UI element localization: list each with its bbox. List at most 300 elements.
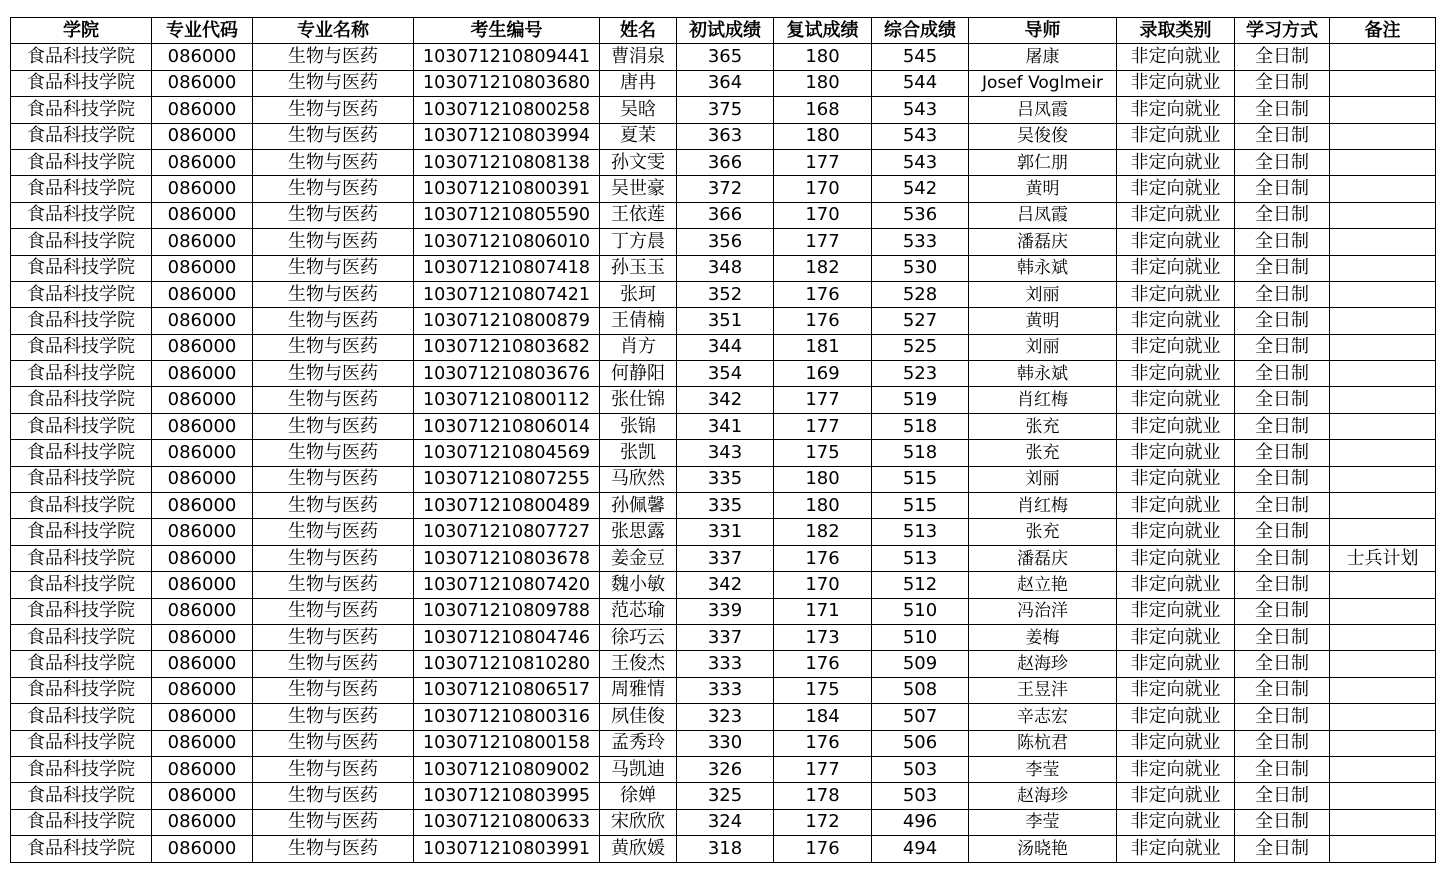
cell-study-mode: 全日制 xyxy=(1235,651,1330,677)
cell-name: 肖方 xyxy=(600,334,677,360)
cell-major-name: 生物与医药 xyxy=(253,624,414,650)
cell-advisor: 潘磊庆 xyxy=(969,545,1117,571)
cell-college: 食品科技学院 xyxy=(11,123,152,149)
table-row xyxy=(11,572,1436,598)
cell-college: 食品科技学院 xyxy=(11,281,152,307)
table-row xyxy=(11,466,1436,492)
cell-admission-type: 非定向就业 xyxy=(1117,809,1235,835)
cell-total-score: 525 xyxy=(872,334,969,360)
cell-name: 姜金豆 xyxy=(600,545,677,571)
cell-major-name: 生物与医药 xyxy=(253,361,414,387)
cell-college: 食品科技学院 xyxy=(11,334,152,360)
cell-candidate-id: 103071210803991 xyxy=(414,836,600,862)
cell-advisor: 屠康 xyxy=(969,44,1117,70)
cell-admission-type: 非定向就业 xyxy=(1117,281,1235,307)
cell-total-score: 523 xyxy=(872,361,969,387)
cell-candidate-id: 103071210800489 xyxy=(414,493,600,519)
cell-college: 食品科技学院 xyxy=(11,624,152,650)
cell-initial-score: 333 xyxy=(677,651,774,677)
cell-admission-type: 非定向就业 xyxy=(1117,308,1235,334)
table-row xyxy=(11,97,1436,123)
cell-major-name: 生物与医药 xyxy=(253,756,414,782)
cell-candidate-id: 103071210800633 xyxy=(414,809,600,835)
cell-candidate-id: 103071210800391 xyxy=(414,176,600,202)
cell-candidate-id: 103071210806014 xyxy=(414,413,600,439)
table-row xyxy=(11,123,1436,149)
cell-advisor: 刘丽 xyxy=(969,466,1117,492)
cell-initial-score: 318 xyxy=(677,836,774,862)
cell-initial-score: 324 xyxy=(677,809,774,835)
table-row xyxy=(11,677,1436,703)
cell-major-code: 086000 xyxy=(152,493,253,519)
table-row xyxy=(11,440,1436,466)
cell-college: 食品科技学院 xyxy=(11,809,152,835)
cell-name: 马欣然 xyxy=(600,466,677,492)
cell-total-score: 530 xyxy=(872,255,969,281)
cell-admission-type: 非定向就业 xyxy=(1117,149,1235,175)
cell-major-name: 生物与医药 xyxy=(253,202,414,228)
cell-college: 食品科技学院 xyxy=(11,308,152,334)
table-row xyxy=(11,44,1436,70)
cell-admission-type: 非定向就业 xyxy=(1117,493,1235,519)
cell-college: 食品科技学院 xyxy=(11,361,152,387)
cell-remarks xyxy=(1330,836,1436,862)
cell-admission-type: 非定向就业 xyxy=(1117,756,1235,782)
cell-study-mode: 全日制 xyxy=(1235,229,1330,255)
cell-total-score: 512 xyxy=(872,572,969,598)
cell-candidate-id: 103071210803682 xyxy=(414,334,600,360)
cell-candidate-id: 103071210810280 xyxy=(414,651,600,677)
cell-total-score: 519 xyxy=(872,387,969,413)
cell-name: 曹涓泉 xyxy=(600,44,677,70)
cell-initial-score: 354 xyxy=(677,361,774,387)
cell-remarks xyxy=(1330,651,1436,677)
cell-name: 孙文雯 xyxy=(600,149,677,175)
cell-study-mode: 全日制 xyxy=(1235,572,1330,598)
cell-admission-type: 非定向就业 xyxy=(1117,783,1235,809)
cell-initial-score: 352 xyxy=(677,281,774,307)
cell-name: 夏茉 xyxy=(600,123,677,149)
cell-major-name: 生物与医药 xyxy=(253,704,414,730)
header-study-mode: 学习方式 xyxy=(1235,18,1330,44)
cell-study-mode: 全日制 xyxy=(1235,44,1330,70)
cell-total-score: 515 xyxy=(872,493,969,519)
cell-remarks xyxy=(1330,308,1436,334)
cell-name: 吴晗 xyxy=(600,97,677,123)
cell-remarks xyxy=(1330,334,1436,360)
cell-major-code: 086000 xyxy=(152,783,253,809)
cell-candidate-id: 103071210806517 xyxy=(414,677,600,703)
cell-advisor: 赵立艳 xyxy=(969,572,1117,598)
cell-college: 食品科技学院 xyxy=(11,756,152,782)
cell-college: 食品科技学院 xyxy=(11,572,152,598)
cell-major-code: 086000 xyxy=(152,466,253,492)
cell-college: 食品科技学院 xyxy=(11,387,152,413)
cell-major-name: 生物与医药 xyxy=(253,387,414,413)
header-row xyxy=(11,18,1436,44)
cell-name: 王依莲 xyxy=(600,202,677,228)
cell-advisor: 赵海珍 xyxy=(969,651,1117,677)
table-row xyxy=(11,624,1436,650)
table-row xyxy=(11,202,1436,228)
cell-remarks xyxy=(1330,624,1436,650)
cell-retest-score: 170 xyxy=(774,202,872,228)
cell-admission-type: 非定向就业 xyxy=(1117,334,1235,360)
cell-major-code: 086000 xyxy=(152,730,253,756)
cell-college: 食品科技学院 xyxy=(11,651,152,677)
cell-retest-score: 177 xyxy=(774,149,872,175)
cell-candidate-id: 103071210808138 xyxy=(414,149,600,175)
cell-college: 食品科技学院 xyxy=(11,704,152,730)
cell-name: 宋欣欣 xyxy=(600,809,677,835)
cell-remarks xyxy=(1330,361,1436,387)
cell-advisor: 张充 xyxy=(969,440,1117,466)
cell-candidate-id: 103071210800258 xyxy=(414,97,600,123)
cell-remarks xyxy=(1330,440,1436,466)
cell-major-name: 生物与医药 xyxy=(253,281,414,307)
cell-candidate-id: 103071210803678 xyxy=(414,545,600,571)
cell-candidate-id: 103071210807421 xyxy=(414,281,600,307)
cell-admission-type: 非定向就业 xyxy=(1117,624,1235,650)
table-row xyxy=(11,308,1436,334)
cell-admission-type: 非定向就业 xyxy=(1117,97,1235,123)
cell-initial-score: 366 xyxy=(677,202,774,228)
cell-major-code: 086000 xyxy=(152,70,253,96)
cell-initial-score: 331 xyxy=(677,519,774,545)
cell-initial-score: 348 xyxy=(677,255,774,281)
cell-remarks xyxy=(1330,387,1436,413)
cell-name: 丁方晨 xyxy=(600,229,677,255)
cell-remarks xyxy=(1330,255,1436,281)
cell-college: 食品科技学院 xyxy=(11,466,152,492)
header-name: 姓名 xyxy=(600,18,677,44)
cell-total-score: 533 xyxy=(872,229,969,255)
cell-major-code: 086000 xyxy=(152,704,253,730)
header-total-score: 综合成绩 xyxy=(872,18,969,44)
table-row xyxy=(11,545,1436,571)
cell-study-mode: 全日制 xyxy=(1235,149,1330,175)
cell-major-code: 086000 xyxy=(152,836,253,862)
cell-major-code: 086000 xyxy=(152,651,253,677)
cell-major-name: 生物与医药 xyxy=(253,413,414,439)
cell-admission-type: 非定向就业 xyxy=(1117,123,1235,149)
cell-candidate-id: 103071210809441 xyxy=(414,44,600,70)
cell-major-code: 086000 xyxy=(152,624,253,650)
cell-major-code: 086000 xyxy=(152,44,253,70)
cell-total-score: 527 xyxy=(872,308,969,334)
cell-retest-score: 170 xyxy=(774,176,872,202)
cell-initial-score: 337 xyxy=(677,545,774,571)
cell-study-mode: 全日制 xyxy=(1235,308,1330,334)
cell-major-code: 086000 xyxy=(152,176,253,202)
table-row xyxy=(11,519,1436,545)
cell-remarks xyxy=(1330,493,1436,519)
cell-college: 食品科技学院 xyxy=(11,97,152,123)
cell-retest-score: 175 xyxy=(774,677,872,703)
cell-advisor: 陈杭君 xyxy=(969,730,1117,756)
cell-remarks xyxy=(1330,572,1436,598)
cell-name: 孟秀玲 xyxy=(600,730,677,756)
cell-admission-type: 非定向就业 xyxy=(1117,176,1235,202)
cell-major-code: 086000 xyxy=(152,756,253,782)
cell-admission-type: 非定向就业 xyxy=(1117,44,1235,70)
table-row xyxy=(11,493,1436,519)
cell-major-name: 生物与医药 xyxy=(253,440,414,466)
cell-admission-type: 非定向就业 xyxy=(1117,677,1235,703)
cell-major-code: 086000 xyxy=(152,202,253,228)
cell-major-name: 生物与医药 xyxy=(253,519,414,545)
cell-advisor: 肖红梅 xyxy=(969,493,1117,519)
cell-advisor: 韩永斌 xyxy=(969,361,1117,387)
cell-candidate-id: 103071210807255 xyxy=(414,466,600,492)
cell-retest-score: 181 xyxy=(774,334,872,360)
cell-college: 食品科技学院 xyxy=(11,836,152,862)
cell-major-code: 086000 xyxy=(152,598,253,624)
cell-college: 食品科技学院 xyxy=(11,545,152,571)
cell-major-name: 生物与医药 xyxy=(253,44,414,70)
cell-initial-score: 339 xyxy=(677,598,774,624)
cell-remarks xyxy=(1330,783,1436,809)
cell-major-name: 生物与医药 xyxy=(253,149,414,175)
header-major-name: 专业名称 xyxy=(253,18,414,44)
cell-candidate-id: 103071210800316 xyxy=(414,704,600,730)
cell-major-code: 086000 xyxy=(152,334,253,360)
header-remarks: 备注 xyxy=(1330,18,1436,44)
cell-name: 周雅情 xyxy=(600,677,677,703)
cell-total-score: 544 xyxy=(872,70,969,96)
cell-remarks xyxy=(1330,809,1436,835)
cell-college: 食品科技学院 xyxy=(11,598,152,624)
cell-retest-score: 175 xyxy=(774,440,872,466)
cell-advisor: 汤晓艳 xyxy=(969,836,1117,862)
cell-remarks xyxy=(1330,413,1436,439)
cell-advisor: 王昱沣 xyxy=(969,677,1117,703)
cell-retest-score: 169 xyxy=(774,361,872,387)
cell-initial-score: 343 xyxy=(677,440,774,466)
cell-study-mode: 全日制 xyxy=(1235,836,1330,862)
cell-name: 马凯迪 xyxy=(600,756,677,782)
cell-major-name: 生物与医药 xyxy=(253,545,414,571)
cell-initial-score: 363 xyxy=(677,123,774,149)
cell-total-score: 503 xyxy=(872,756,969,782)
cell-retest-score: 180 xyxy=(774,466,872,492)
cell-advisor: 吕凤霞 xyxy=(969,202,1117,228)
cell-name: 唐冉 xyxy=(600,70,677,96)
table-row xyxy=(11,361,1436,387)
table-body xyxy=(11,44,1436,862)
cell-retest-score: 182 xyxy=(774,255,872,281)
cell-admission-type: 非定向就业 xyxy=(1117,572,1235,598)
cell-candidate-id: 103071210809788 xyxy=(414,598,600,624)
header-college: 学院 xyxy=(11,18,152,44)
cell-advisor: 黄明 xyxy=(969,176,1117,202)
cell-college: 食品科技学院 xyxy=(11,440,152,466)
cell-total-score: 543 xyxy=(872,97,969,123)
cell-college: 食品科技学院 xyxy=(11,70,152,96)
cell-major-code: 086000 xyxy=(152,809,253,835)
cell-retest-score: 171 xyxy=(774,598,872,624)
cell-candidate-id: 103071210807727 xyxy=(414,519,600,545)
cell-college: 食品科技学院 xyxy=(11,413,152,439)
cell-study-mode: 全日制 xyxy=(1235,70,1330,96)
table-row xyxy=(11,70,1436,96)
cell-candidate-id: 103071210803995 xyxy=(414,783,600,809)
cell-college: 食品科技学院 xyxy=(11,255,152,281)
cell-major-name: 生物与医药 xyxy=(253,334,414,360)
cell-advisor: 李莹 xyxy=(969,809,1117,835)
cell-study-mode: 全日制 xyxy=(1235,361,1330,387)
cell-study-mode: 全日制 xyxy=(1235,519,1330,545)
table-row xyxy=(11,730,1436,756)
cell-total-score: 509 xyxy=(872,651,969,677)
cell-admission-type: 非定向就业 xyxy=(1117,202,1235,228)
cell-study-mode: 全日制 xyxy=(1235,466,1330,492)
table-row xyxy=(11,783,1436,809)
cell-retest-score: 176 xyxy=(774,308,872,334)
cell-initial-score: 344 xyxy=(677,334,774,360)
cell-major-name: 生物与医药 xyxy=(253,70,414,96)
cell-remarks xyxy=(1330,123,1436,149)
cell-remarks xyxy=(1330,229,1436,255)
cell-candidate-id: 103071210804569 xyxy=(414,440,600,466)
cell-candidate-id: 103071210806010 xyxy=(414,229,600,255)
cell-major-name: 生物与医药 xyxy=(253,466,414,492)
cell-major-code: 086000 xyxy=(152,281,253,307)
cell-remarks xyxy=(1330,466,1436,492)
cell-total-score: 513 xyxy=(872,519,969,545)
table-row xyxy=(11,334,1436,360)
cell-retest-score: 177 xyxy=(774,229,872,255)
cell-initial-score: 323 xyxy=(677,704,774,730)
cell-retest-score: 182 xyxy=(774,519,872,545)
cell-retest-score: 177 xyxy=(774,387,872,413)
cell-name: 张仕锦 xyxy=(600,387,677,413)
cell-total-score: 494 xyxy=(872,836,969,862)
cell-major-name: 生物与医药 xyxy=(253,308,414,334)
cell-name: 孙佩馨 xyxy=(600,493,677,519)
cell-initial-score: 375 xyxy=(677,97,774,123)
cell-study-mode: 全日制 xyxy=(1235,704,1330,730)
cell-candidate-id: 103071210803676 xyxy=(414,361,600,387)
cell-retest-score: 176 xyxy=(774,730,872,756)
cell-advisor: 张充 xyxy=(969,413,1117,439)
cell-college: 食品科技学院 xyxy=(11,730,152,756)
cell-major-name: 生物与医药 xyxy=(253,97,414,123)
cell-major-code: 086000 xyxy=(152,677,253,703)
cell-major-name: 生物与医药 xyxy=(253,493,414,519)
cell-remarks xyxy=(1330,149,1436,175)
cell-major-name: 生物与医药 xyxy=(253,809,414,835)
cell-retest-score: 172 xyxy=(774,809,872,835)
cell-major-name: 生物与医药 xyxy=(253,783,414,809)
cell-study-mode: 全日制 xyxy=(1235,493,1330,519)
cell-remarks: 士兵计划 xyxy=(1330,545,1436,571)
cell-name: 吴世豪 xyxy=(600,176,677,202)
cell-retest-score: 176 xyxy=(774,836,872,862)
header-admission-type: 录取类别 xyxy=(1117,18,1235,44)
cell-name: 张珂 xyxy=(600,281,677,307)
cell-advisor: 黄明 xyxy=(969,308,1117,334)
cell-major-code: 086000 xyxy=(152,572,253,598)
cell-advisor: 辛志宏 xyxy=(969,704,1117,730)
cell-major-code: 086000 xyxy=(152,387,253,413)
cell-advisor: 赵海珍 xyxy=(969,783,1117,809)
cell-remarks xyxy=(1330,519,1436,545)
cell-admission-type: 非定向就业 xyxy=(1117,545,1235,571)
cell-major-name: 生物与医药 xyxy=(253,598,414,624)
table-row xyxy=(11,229,1436,255)
cell-admission-type: 非定向就业 xyxy=(1117,387,1235,413)
cell-admission-type: 非定向就业 xyxy=(1117,519,1235,545)
cell-major-code: 086000 xyxy=(152,361,253,387)
cell-remarks xyxy=(1330,176,1436,202)
cell-study-mode: 全日制 xyxy=(1235,255,1330,281)
cell-remarks xyxy=(1330,704,1436,730)
cell-major-code: 086000 xyxy=(152,97,253,123)
cell-initial-score: 372 xyxy=(677,176,774,202)
cell-major-code: 086000 xyxy=(152,149,253,175)
cell-name: 王倩楠 xyxy=(600,308,677,334)
cell-initial-score: 342 xyxy=(677,572,774,598)
cell-major-name: 生物与医药 xyxy=(253,123,414,149)
cell-candidate-id: 103071210800112 xyxy=(414,387,600,413)
cell-name: 范芯瑜 xyxy=(600,598,677,624)
cell-study-mode: 全日制 xyxy=(1235,202,1330,228)
cell-admission-type: 非定向就业 xyxy=(1117,229,1235,255)
cell-admission-type: 非定向就业 xyxy=(1117,598,1235,624)
cell-study-mode: 全日制 xyxy=(1235,281,1330,307)
table-row xyxy=(11,756,1436,782)
cell-total-score: 536 xyxy=(872,202,969,228)
cell-remarks xyxy=(1330,44,1436,70)
cell-initial-score: 365 xyxy=(677,44,774,70)
cell-candidate-id: 103071210800158 xyxy=(414,730,600,756)
cell-retest-score: 168 xyxy=(774,97,872,123)
cell-name: 夙佳俊 xyxy=(600,704,677,730)
cell-initial-score: 325 xyxy=(677,783,774,809)
cell-study-mode: 全日制 xyxy=(1235,809,1330,835)
cell-initial-score: 335 xyxy=(677,466,774,492)
cell-total-score: 528 xyxy=(872,281,969,307)
table-row xyxy=(11,255,1436,281)
cell-study-mode: 全日制 xyxy=(1235,598,1330,624)
cell-college: 食品科技学院 xyxy=(11,229,152,255)
cell-retest-score: 176 xyxy=(774,651,872,677)
cell-candidate-id: 103071210805590 xyxy=(414,202,600,228)
cell-total-score: 543 xyxy=(872,123,969,149)
cell-name: 张锦 xyxy=(600,413,677,439)
cell-advisor: 郭仁朋 xyxy=(969,149,1117,175)
cell-retest-score: 177 xyxy=(774,756,872,782)
cell-retest-score: 176 xyxy=(774,281,872,307)
cell-major-code: 086000 xyxy=(152,229,253,255)
cell-retest-score: 176 xyxy=(774,545,872,571)
cell-remarks xyxy=(1330,730,1436,756)
cell-retest-score: 177 xyxy=(774,413,872,439)
cell-college: 食品科技学院 xyxy=(11,149,152,175)
cell-total-score: 518 xyxy=(872,440,969,466)
cell-admission-type: 非定向就业 xyxy=(1117,255,1235,281)
cell-name: 黄欣媛 xyxy=(600,836,677,862)
cell-retest-score: 180 xyxy=(774,123,872,149)
cell-initial-score: 342 xyxy=(677,387,774,413)
table-row xyxy=(11,704,1436,730)
cell-advisor: 肖红梅 xyxy=(969,387,1117,413)
cell-study-mode: 全日制 xyxy=(1235,730,1330,756)
cell-initial-score: 364 xyxy=(677,70,774,96)
cell-admission-type: 非定向就业 xyxy=(1117,836,1235,862)
table-row xyxy=(11,281,1436,307)
